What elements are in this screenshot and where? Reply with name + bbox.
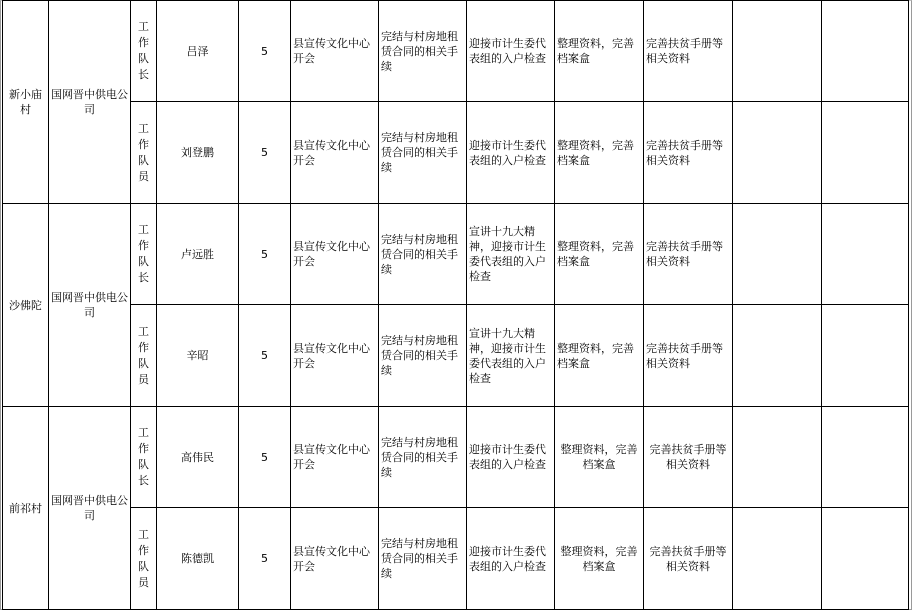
name-cell: 吕泽: [157, 1, 239, 102]
table-row: [3, 102, 909, 204]
task-cell-2: 完结与村房地租赁合同的相关手续: [379, 1, 467, 102]
task-cell-1: 县宣传文化中心开会: [291, 407, 379, 508]
task-cell-3: 迎接市计生委代表组的入户检查: [467, 508, 555, 610]
number-cell: 5: [239, 508, 291, 610]
task-cell-5: 完善扶贫手册等相关资料: [644, 305, 733, 407]
empty-cell: [822, 407, 909, 508]
empty-cell: [733, 305, 822, 407]
unit-cell: 国网晋中供电公司: [49, 204, 131, 407]
task-cell-3: 迎接市计生委代表组的入户检查: [467, 102, 555, 204]
task-cell-4: 整理资料，完善档案盒: [555, 204, 644, 305]
table-row: [3, 508, 909, 610]
unit-cell: 国网晋中供电公司: [49, 1, 131, 204]
role-cell: 工作队员: [131, 102, 157, 204]
name-cell: 卢远胜: [157, 204, 239, 305]
table-body: [3, 1, 909, 610]
table-row: [3, 204, 909, 305]
empty-cell: [822, 305, 909, 407]
task-cell-2: 完结与村房地租赁合同的相关手续: [379, 102, 467, 204]
task-cell-5: 完善扶贫手册等相关资料: [644, 508, 733, 610]
task-cell-2: 完结与村房地租赁合同的相关手续: [379, 305, 467, 407]
task-cell-3: 宣讲十九大精神，迎接市计生委代表组的入户检查: [467, 305, 555, 407]
task-cell-5: 完善扶贫手册等相关资料: [644, 407, 733, 508]
role-cell: 工作队长: [131, 1, 157, 102]
role-cell: 工作队长: [131, 407, 157, 508]
role-cell: 工作队员: [131, 305, 157, 407]
number-cell: 5: [239, 204, 291, 305]
empty-cell: [822, 102, 909, 204]
task-cell-4: 整理资料，完善档案盒: [555, 1, 644, 102]
number-cell: 5: [239, 1, 291, 102]
number-cell: 5: [239, 407, 291, 508]
empty-cell: [822, 1, 909, 102]
empty-cell: [822, 204, 909, 305]
unit-cell: 国网晋中供电公司: [49, 407, 131, 610]
name-cell: 刘登鹏: [157, 102, 239, 204]
task-cell-1: 县宣传文化中心开会: [291, 204, 379, 305]
task-cell-2: 完结与村房地租赁合同的相关手续: [379, 204, 467, 305]
empty-cell: [733, 508, 822, 610]
number-cell: 5: [239, 102, 291, 204]
table-row: [3, 1, 909, 102]
task-cell-1: 县宣传文化中心开会: [291, 305, 379, 407]
task-cell-1: 县宣传文化中心开会: [291, 1, 379, 102]
task-cell-5: 完善扶贫手册等相关资料: [644, 102, 733, 204]
task-cell-3: 迎接市计生委代表组的入户检查: [467, 1, 555, 102]
village-cell: 沙佛陀: [3, 204, 49, 407]
empty-cell: [733, 407, 822, 508]
task-cell-2: 完结与村房地租赁合同的相关手续: [379, 508, 467, 610]
empty-cell: [733, 204, 822, 305]
role-cell: 工作队员: [131, 508, 157, 610]
table-row: [3, 407, 909, 508]
table-row: [3, 305, 909, 407]
name-cell: 辛昭: [157, 305, 239, 407]
task-cell-3: 迎接市计生委代表组的入户检查: [467, 407, 555, 508]
task-cell-4: 整理资料，完善档案盒: [555, 508, 644, 610]
task-cell-3: 宣讲十九大精神，迎接市计生委代表组的入户检查: [467, 204, 555, 305]
work-team-table: [2, 0, 909, 610]
empty-cell: [733, 1, 822, 102]
task-cell-4: 整理资料，完善档案盒: [555, 305, 644, 407]
empty-cell: [733, 102, 822, 204]
name-cell: 陈德凯: [157, 508, 239, 610]
number-cell: 5: [239, 305, 291, 407]
village-cell: 新小庙村: [3, 1, 49, 204]
task-cell-2: 完结与村房地租赁合同的相关手续: [379, 407, 467, 508]
task-cell-4: 整理资料，完善档案盒: [555, 102, 644, 204]
empty-cell: [822, 508, 909, 610]
task-cell-1: 县宣传文化中心开会: [291, 102, 379, 204]
task-cell-5: 完善扶贫手册等相关资料: [644, 204, 733, 305]
village-cell: 前祁村: [3, 407, 49, 610]
task-cell-4: 整理资料，完善档案盒: [555, 407, 644, 508]
task-cell-1: 县宣传文化中心开会: [291, 508, 379, 610]
role-cell: 工作队长: [131, 204, 157, 305]
name-cell: 高伟民: [157, 407, 239, 508]
task-cell-5: 完善扶贫手册等相关资料: [644, 1, 733, 102]
